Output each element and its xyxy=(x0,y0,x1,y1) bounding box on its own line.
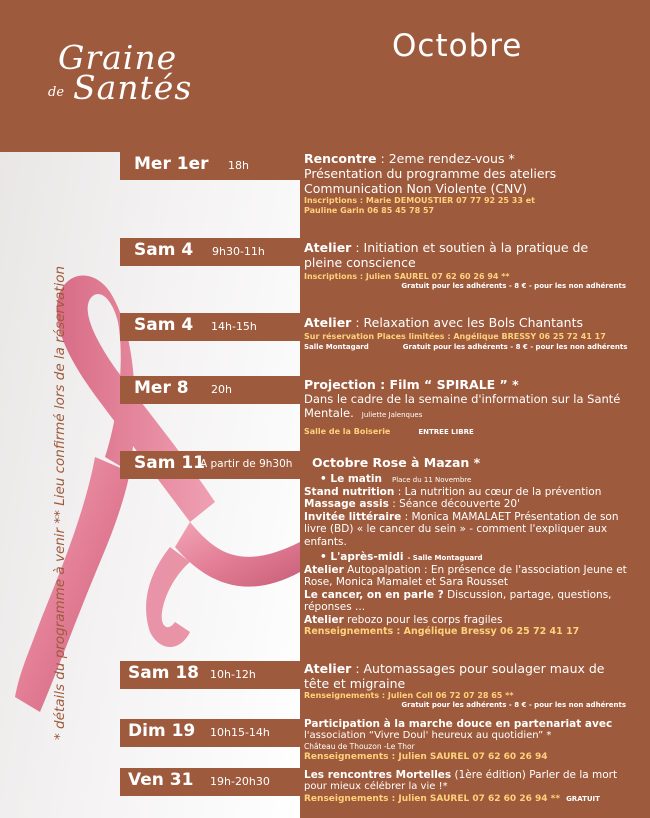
event-item-text: rebozo pour les corps fragiles xyxy=(343,613,503,626)
event-title-label: Atelier xyxy=(304,240,352,255)
event-block xyxy=(304,377,644,437)
event-credit: Juliette Jalenques xyxy=(361,411,423,419)
event-contact: Renseignements : Julien SAUREL 07 62 60 26 94 ** xyxy=(304,794,561,804)
event-title-label: Atelier xyxy=(304,315,352,330)
event-item-label: Le cancer, on en parle ? xyxy=(304,588,444,601)
date-chip xyxy=(120,661,300,689)
event-contact: Inscriptions : Marie DEMOUSTIER 07 77 92 25 33 et xyxy=(304,196,535,205)
logo xyxy=(48,38,208,118)
event-title-text: “ SPIRALE ” * xyxy=(419,377,519,392)
event-price: Gratuit pour les adhérents - 8 € - pour les non adhérents xyxy=(401,701,626,709)
event-day: Mer 8 xyxy=(134,378,189,398)
date-chip xyxy=(120,152,300,180)
event-item-text: Autopalpation : En présence de l'association Jeune et Rose, Monica Mamalet et Sara Rousset xyxy=(304,563,627,588)
event-time: 20h xyxy=(211,383,232,396)
event-title-label: Projection : Film xyxy=(304,377,420,392)
event-block xyxy=(304,240,644,291)
event-day: Sam 4 xyxy=(134,315,194,335)
event-item-label: Invitée littéraire xyxy=(304,510,402,523)
event-block xyxy=(304,315,644,352)
event-afternoon-place: - Salle Montaguard xyxy=(407,554,483,562)
event-afternoon-label: • L'après-midi xyxy=(320,551,403,563)
event-price: Gratuit pour les adhérents - 8 € - pour les non adhérents xyxy=(401,282,626,290)
event-day: Sam 18 xyxy=(128,663,200,683)
event-day: Dim 19 xyxy=(128,721,196,741)
event-time: 10h-12h xyxy=(210,668,256,681)
event-item-label: Atelier xyxy=(304,613,344,626)
event-block xyxy=(304,455,644,639)
event-time: 14h-15h xyxy=(211,320,257,333)
event-title-text: : Relaxation avec les Bols Chantants xyxy=(351,315,583,330)
event-item-text: : Séance découverte 20' xyxy=(388,498,520,510)
logo-word-de: de xyxy=(48,85,65,100)
event-line: pleine conscience xyxy=(304,255,416,270)
event-time: 9h30-11h xyxy=(212,245,265,258)
event-block xyxy=(304,151,644,216)
date-chip xyxy=(120,768,300,796)
event-contact: Renseignements : Julien SAUREL 07 62 60 26 94 xyxy=(304,752,548,762)
event-contact: Renseignements : Julien Coll 06 72 07 28 65 ** xyxy=(304,691,514,700)
event-item-text: Discussion, partage, questions, réponses ... xyxy=(304,588,612,613)
event-item-text: : La nutrition au cœur de la prévention xyxy=(394,485,602,498)
date-chip xyxy=(120,313,300,341)
event-line: l'association “Vivre Doul' heureux au quotidien” * xyxy=(304,730,552,741)
event-title-label: Atelier xyxy=(304,661,352,676)
date-chip xyxy=(120,719,300,747)
event-title-label: Octobre Rose à Mazan * xyxy=(312,455,481,470)
event-day: Sam 4 xyxy=(134,240,194,260)
event-morning-place: Place du 11 Novembre xyxy=(391,476,472,484)
event-block xyxy=(304,718,644,763)
event-time: 10h15-14h xyxy=(210,726,270,739)
event-place: Salle de la Boiserie xyxy=(304,427,391,436)
event-line: pour mieux célébrer la vie !* xyxy=(304,781,448,792)
event-title-text: : 2eme rendez-vous * xyxy=(376,151,515,166)
event-block xyxy=(304,769,644,805)
event-free: ENTREE LIBRE xyxy=(418,428,474,436)
event-title-text: : Automassages pour soulager maux de xyxy=(351,661,605,676)
side-note: * détails du programme à venir ** Lieu confirmé lors de la réservation xyxy=(52,265,68,740)
date-chip xyxy=(120,376,300,404)
event-contact: Pauline Garin 06 85 45 78 57 xyxy=(304,206,435,215)
month-title: Octobre xyxy=(392,28,523,64)
event-line: Dans le cadre de la semaine d'information sur la Santé xyxy=(304,392,621,406)
event-price: Gratuit pour les adhérents - 8 € - pour les non adhérents xyxy=(402,343,628,351)
event-title-label: Participation à la marche douce en partenariat avec xyxy=(304,718,613,730)
event-time: 19h-20h30 xyxy=(210,775,270,788)
logo-word-graine: Graine xyxy=(58,38,178,77)
event-place: Salle Montagard xyxy=(304,343,369,351)
event-contact: Inscriptions : Julien SAUREL 07 62 60 26 94 ** xyxy=(304,272,510,281)
event-free: GRATUIT xyxy=(566,795,600,803)
date-chip xyxy=(120,451,310,479)
logo-word-santes: Santés xyxy=(73,68,193,107)
event-time: A partir de 9h30h xyxy=(200,458,293,470)
event-day: Mer 1er xyxy=(134,154,209,174)
date-chip xyxy=(120,238,300,266)
event-item-text: : Monica MAMALAET Présentation de son livre (BD) « le cancer du sein » - comment l'expliquer aux enfants. xyxy=(304,510,619,548)
event-day: Ven 31 xyxy=(128,770,194,790)
event-day: Sam 11 xyxy=(134,453,206,473)
event-time: 18h xyxy=(228,159,249,172)
event-contact: Renseignements : Angélique Bressy 06 25 72 41 17 xyxy=(304,626,580,637)
event-title-text: (1ère édition) Parler de la mort xyxy=(451,769,618,781)
event-item-label: Stand nutrition xyxy=(304,485,395,498)
event-item-label: Atelier xyxy=(304,563,344,576)
event-morning-label: • Le matin xyxy=(320,473,382,485)
event-line: tête et migraine xyxy=(304,676,406,691)
event-title-label: Les rencontres Mortelles xyxy=(304,769,452,781)
event-place: Château de Thouzon -Le Thor xyxy=(304,742,415,751)
event-line: Communication Non Violente (CNV) xyxy=(304,181,527,196)
event-item-label: Massage assis xyxy=(304,498,389,510)
event-title-label: Rencontre xyxy=(304,151,377,166)
event-line: Présentation du programme des ateliers xyxy=(304,166,557,181)
event-line-end: Mentale. xyxy=(304,406,354,420)
event-contact: Sur réservation Places limitées : Angélique BRESSY 06 25 72 41 17 xyxy=(304,332,606,341)
event-block xyxy=(304,661,644,710)
event-title-text: : Initiation et soutien à la pratique de xyxy=(351,240,589,255)
